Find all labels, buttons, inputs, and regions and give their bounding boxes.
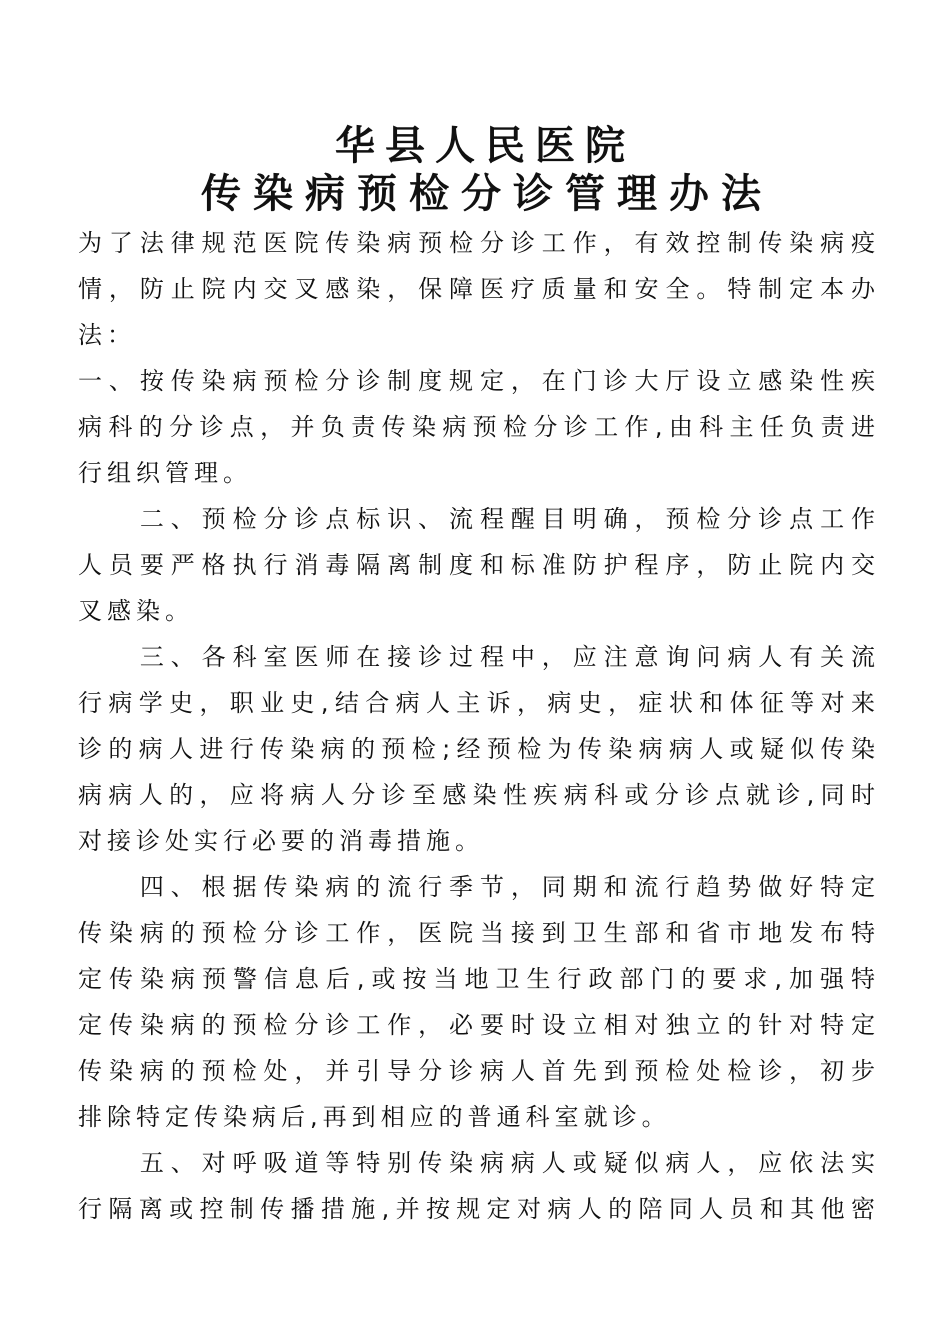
text-line: 二、预检分诊点标识、流程醒目明确，预检分诊点工作 <box>78 505 878 533</box>
text-line: 叉感染。 <box>78 597 194 625</box>
text-line: 定传染病预警信息后,或按当地卫生行政部门的要求,加强特 <box>78 965 878 993</box>
text-line: 五、对呼吸道等特别传染病病人或疑似病人，应依法实 <box>78 1149 878 1177</box>
text-line: 人员要严格执行消毒隔离制度和标准防护程序，防止院内交 <box>78 551 878 579</box>
section-5-paragraph <box>78 1140 878 1232</box>
text-line: 一、按传染病预检分诊制度规定，在门诊大厅设立感染性疾 <box>78 367 878 395</box>
text-line: 排除特定传染病后,再到相应的普通科室就诊。 <box>78 1103 671 1131</box>
text-line: 行隔离或控制传播措施,并按规定对病人的陪同人员和其他密 <box>78 1195 878 1223</box>
text-line: 诊的病人进行传染病的预检;经预检为传染病病人或疑似传染 <box>78 735 878 763</box>
text-line: 三、各科室医师在接诊过程中，应注意询问病人有关流 <box>78 643 878 671</box>
text-line: 法： <box>78 321 136 349</box>
text-line: 传染病的预检分诊工作，医院当接到卫生部和省市地发布特 <box>78 919 878 947</box>
section-4-paragraph <box>78 864 878 1140</box>
text-line: 行组织管理。 <box>78 459 252 487</box>
document-title-regulation: 传染病预检分诊管理办法 <box>201 171 773 217</box>
section-2-paragraph <box>78 496 878 634</box>
text-line: 定传染病的预检分诊工作，必要时设立相对独立的针对特定 <box>78 1011 878 1039</box>
intro-paragraph <box>78 220 878 358</box>
text-line: 情，防止院内交叉感染，保障医疗质量和安全。特制定本办 <box>78 275 878 303</box>
document-body <box>78 220 878 1232</box>
text-line: 病科的分诊点，并负责传染病预检分诊工作,由科主任负责进 <box>78 413 878 441</box>
text-line: 病病人的，应将病人分诊至感染性疾病科或分诊点就诊,同时 <box>78 781 878 809</box>
text-line: 四、根据传染病的流行季节，同期和流行趋势做好特定 <box>78 873 878 901</box>
text-line: 对接诊处实行必要的消毒措施。 <box>78 827 484 855</box>
document-title-hospital: 华县人民医院 <box>335 123 635 169</box>
section-1-paragraph <box>78 358 878 496</box>
text-line: 为了法律规范医院传染病预检分诊工作，有效控制传染病疫 <box>78 229 878 257</box>
text-line: 传染病的预检处，并引导分诊病人首先到预检处检诊，初步 <box>78 1057 878 1085</box>
section-3-paragraph <box>78 634 878 864</box>
text-line: 行病学史，职业史,结合病人主诉，病史，症状和体征等对来 <box>78 689 878 717</box>
